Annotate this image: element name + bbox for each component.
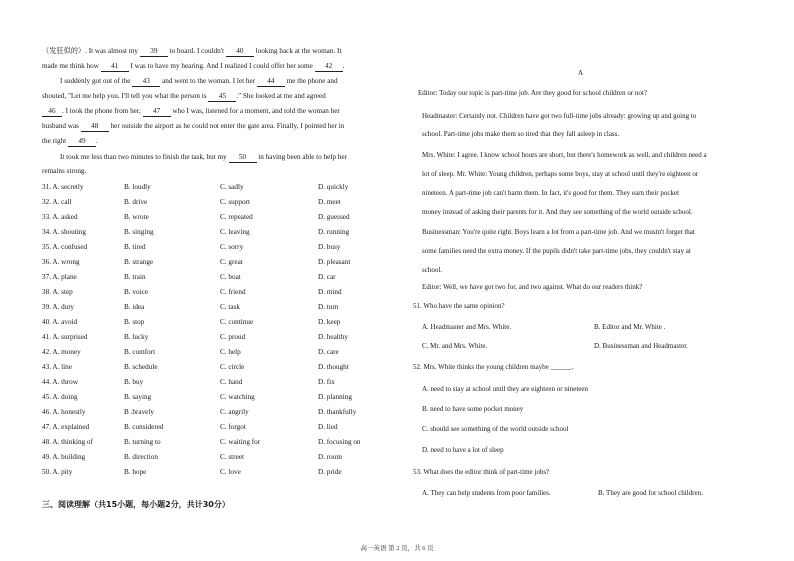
passage-line: Editor: Well, we have got two for, and two against. What do our readers think? [422,283,643,291]
option-choice[interactable]: B. comfort [124,348,156,356]
text: I was to have my hearing. And I realized I could offer her some [130,62,313,70]
option-choice[interactable]: C. help [220,348,241,356]
text: the right [42,137,67,145]
text: who I was, listened for a moment, and told the woman her [172,107,340,115]
option-choice[interactable]: B. schedule [124,363,158,371]
option-choice[interactable]: D. room [318,453,342,461]
option-choice[interactable]: D. focusing on [318,438,361,446]
option-row [42,256,387,268]
text: （发狂似的）. It was almost my [42,47,139,55]
option-row [42,271,387,283]
option-choice[interactable]: B .bravely [124,408,154,416]
q52-option-d[interactable]: D. need to have a lot of sleep [422,446,504,454]
option-choice[interactable]: B. strange [124,258,154,266]
blank-50[interactable]: 50 [229,152,257,163]
blank-49[interactable]: 49 [68,136,96,147]
option-row [42,286,387,298]
option-choice[interactable]: B. hope [124,468,147,476]
option-row [42,421,387,433]
option-choice[interactable]: C. great [220,258,243,266]
option-row [42,241,387,253]
text: to board. I couldn't [169,47,225,55]
option-choice[interactable]: C. support [220,198,250,206]
option-choice[interactable]: C. love [220,468,241,476]
blank-47[interactable]: 47 [143,106,171,117]
option-choice[interactable]: C. forgot [220,423,246,431]
passage-line: Businessman: You're quite right. Boys learn a lot from a part-time job. And we mustn't forget that [422,228,695,236]
para2-line2 [42,91,326,102]
option-choice[interactable]: B. singing [124,228,154,236]
option-choice[interactable]: D. keep [318,318,341,326]
option-choice[interactable]: B. lucky [124,333,149,341]
option-row [42,361,387,373]
blank-44[interactable]: 44 [257,76,285,87]
option-choice[interactable]: 32. A. call [42,198,72,206]
option-choice[interactable]: C. proud [220,333,246,341]
option-choice[interactable]: 45. A. doing [42,393,78,401]
option-choice[interactable]: C. repeated [220,213,253,221]
option-choice[interactable]: 50. A. pity [42,468,73,476]
text: made me think how [42,62,99,70]
option-choice[interactable]: B. drive [124,198,148,206]
text: me the phone and [286,77,338,85]
option-choice[interactable]: 44. A. throw [42,378,78,386]
option-row [42,451,387,463]
option-choice[interactable]: 34. A. shouting [42,228,86,236]
blank-41[interactable]: 41 [101,61,129,72]
text: I suddenly got out of the [60,77,131,85]
option-choice[interactable]: D. mind [318,288,342,296]
option-choice[interactable]: B. wrote [124,213,149,221]
question-52: 52. Mrs. White thinks the young children maybe ______. [413,363,574,371]
q51-option-a[interactable]: A. Headmaster and Mrs. White. [422,323,512,331]
text: . [95,137,98,145]
option-choice[interactable]: D. pride [318,468,342,476]
option-choice[interactable]: D. thought [318,363,349,371]
option-row [42,466,387,478]
q52-option-b[interactable]: B. need to have some pocket money [422,405,524,413]
option-row [42,406,387,418]
blank-39[interactable]: 39 [140,46,168,57]
option-choice[interactable]: B. considered [124,423,164,431]
option-row [42,346,387,358]
option-choice[interactable]: B. loudly [124,183,151,191]
option-choice[interactable]: B. turning to [124,438,161,446]
option-choice[interactable]: B. stop [124,318,145,326]
blank-48[interactable]: 48 [81,121,109,132]
option-choice[interactable]: B. tired [124,243,146,251]
option-row [42,211,387,223]
option-row [42,196,387,208]
q52-option-a[interactable]: A. need to stay at school until they are eighteen or nineteen [422,385,589,393]
blank-40[interactable]: 40 [226,46,254,57]
option-choice[interactable]: 39. A. duty [42,303,74,311]
option-choice[interactable]: D. healthy [318,333,348,341]
text: . [342,62,345,70]
passage-line: Headmaster: Certainly not. Children have got two full-time jobs already: growing up and going to [422,112,697,120]
option-choice[interactable]: D. busy [318,243,341,251]
text: her outside the airport as he could not enter the gate area. Finally, I pointed her in [110,122,345,130]
blank-42[interactable]: 42 [315,61,343,72]
option-choice[interactable]: 49. A. building [42,453,86,461]
option-row [42,376,387,388]
passage-line: Mrs. White: I agree. I know school hours are short, but there's homework as well, and children need a [422,151,707,159]
text: looking back at the woman. It [255,47,342,55]
option-choice[interactable]: C. continue [220,318,254,326]
para2-line4 [42,121,344,132]
option-choice[interactable]: D. care [318,348,339,356]
option-choice[interactable]: B. direction [124,453,158,461]
text: ." She looked at me and agreed [236,92,326,100]
option-choice[interactable]: 33. A. asked [42,213,78,221]
option-choice[interactable]: C. friend [220,288,246,296]
text: in having been able to help her [258,153,347,161]
q53-option-b[interactable]: B. They are good for school children. [598,489,703,497]
q51-option-b[interactable]: B. Editor and Mr. White . [594,323,666,331]
option-choice[interactable]: C. boat [220,273,241,281]
text: and went to the woman. I let her [162,77,256,85]
option-choice[interactable]: D. car [318,273,336,281]
option-choice[interactable]: B. voice [124,288,148,296]
blank-45[interactable]: 45 [208,91,236,102]
passage-label: A [578,69,584,77]
option-row [42,436,387,448]
q52-option-c[interactable]: C. should see something of the world outside school [422,425,569,433]
option-choice[interactable]: C. waiting for [220,438,261,446]
option-choice[interactable]: B. saying [124,393,152,401]
option-choice[interactable]: C. circle [220,363,245,371]
option-row [42,181,387,193]
passage-line: nineteen. A part-time job can't harm them. In fact, it's good for them. They earn their pocket [422,189,680,197]
option-choice[interactable]: 36. A. wrong [42,258,80,266]
question-51: 51. Who have the same opinion? [413,302,505,310]
option-choice[interactable]: B. idea [124,303,145,311]
para3-line1 [60,152,347,163]
option-row [42,331,387,343]
option-choice[interactable]: 48. A. thinking of [42,438,93,446]
q53-option-a[interactable]: A. They can help students from poor families. [422,489,551,497]
option-choice[interactable]: 41. A. surprised [42,333,88,341]
option-choice[interactable]: D. lied [318,423,338,431]
option-choice[interactable]: D. planning [318,393,352,401]
text: husband was [42,122,79,130]
para1-line2 [42,61,344,72]
option-choice[interactable]: 31. A. secretly [42,183,84,191]
passage-line: school. [422,266,443,274]
option-choice[interactable]: C. street [220,453,244,461]
option-choice[interactable]: 37. A. plane [42,273,77,281]
option-row [42,301,387,313]
section-title: 三、阅读理解（共15小题，每小题2分，共计30分） [42,500,230,509]
q51-option-d[interactable]: D. Businessman and Headmaster. [594,342,688,350]
option-choice[interactable]: D. guessed [318,213,350,221]
text: . I took the phone from her, [62,107,141,115]
option-choice[interactable]: D. running [318,228,350,236]
para2-line1 [60,76,338,87]
option-choice[interactable]: D. pleasant [318,258,351,266]
page-footer: 高一英语 第 2 页，共 6 页 [360,545,434,552]
option-choice[interactable]: 43. A. line [42,363,72,371]
question-53: 53. What does the editor think of part-time jobs? [413,468,550,476]
text: shouted, "Let me help you. I'll tell you what the person is [42,92,207,100]
option-row [42,316,387,328]
blank-43[interactable]: 43 [132,76,160,87]
option-choice[interactable]: C. sorry [220,243,244,251]
para3-line2: remains strong. [42,167,87,175]
text: It took me less than two minutes to finish the task, but my [60,153,227,161]
option-choice[interactable]: C. hand [220,378,243,386]
passage-line: school. Part-time jobs make them so tired that they fall asleep in class. [422,130,620,138]
option-choice[interactable]: C. task [220,303,240,311]
option-choice[interactable]: C. leaving [220,228,250,236]
blank-46[interactable]: 46 [42,106,62,117]
option-choice[interactable]: C. angrily [220,408,249,416]
option-choice[interactable]: 42. A. money [42,348,81,356]
option-choice[interactable]: B. buy [124,378,144,386]
option-choice[interactable]: C. watching [220,393,255,401]
option-choice[interactable]: 46. A. honestly [42,408,86,416]
passage-line: money instead of asking their parents for it. And they see something of the world outside school. [422,208,693,216]
option-row [42,391,387,403]
option-choice[interactable]: D. turn [318,303,339,311]
option-choice[interactable]: D. meet [318,198,341,206]
passage-line: Editor: Today our topic is part-time job. Are they good for school children or not? [418,89,647,97]
q51-option-c[interactable]: C. Mr. and Mrs. White. [422,342,488,350]
passage-line: some families need the extra money. If the pupils didn't take part-time jobs, they couldn't stay at [422,247,691,255]
option-choice[interactable]: 38. A. step [42,288,73,296]
para1-line1 [42,46,341,57]
option-choice[interactable]: B. train [124,273,146,281]
option-row [42,226,387,238]
option-choice[interactable]: 35. A. confused [42,243,88,251]
passage-line: lot of sleep. Mr. White: Young children, perhaps some boys, stay at school until they're eighteen or [422,170,699,178]
option-choice[interactable]: 40. A. avoid [42,318,78,326]
option-choice[interactable]: D. thankfully [318,408,357,416]
option-choice[interactable]: 47. A. explained [42,423,90,431]
option-choice[interactable]: C. sadly [220,183,244,191]
option-choice[interactable]: D. fix [318,378,335,386]
para2-line3 [42,106,340,117]
option-choice[interactable]: D. quickly [318,183,349,191]
para2-line5 [42,136,98,147]
